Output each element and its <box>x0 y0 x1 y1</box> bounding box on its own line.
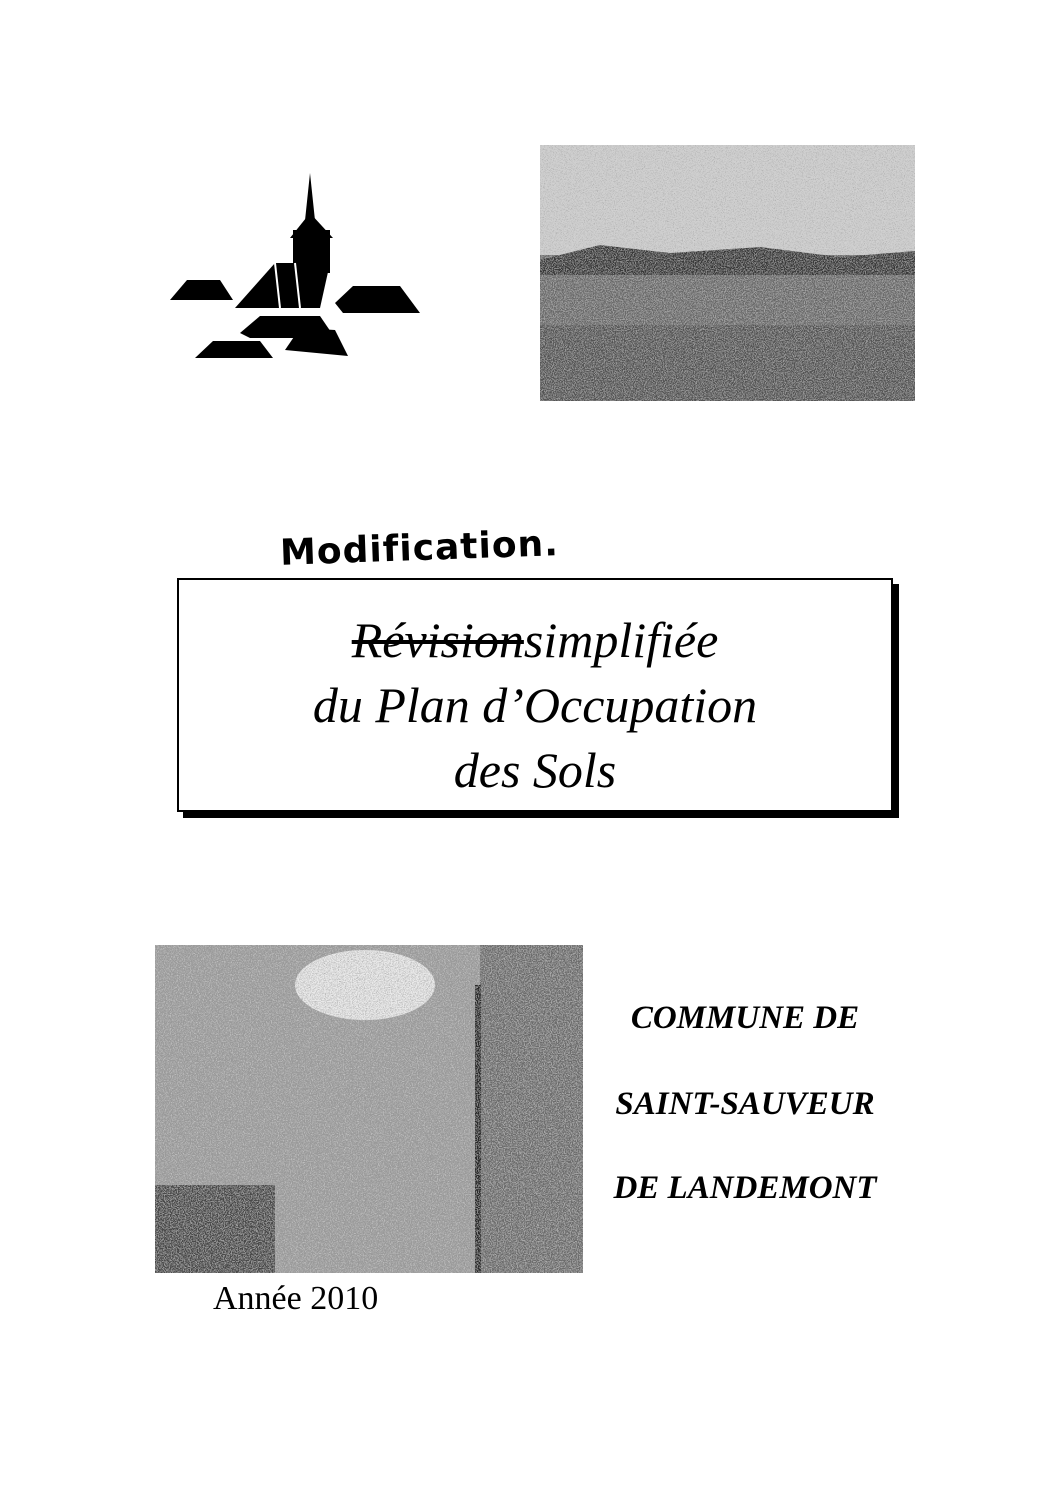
village-church-icon <box>165 168 430 363</box>
handwritten-annotation: Modification. <box>279 523 560 574</box>
title-line-2: du Plan d’Occupation <box>312 677 758 733</box>
commune-line-3: DE LANDEMONT <box>613 1170 877 1206</box>
village-church-logo <box>165 168 430 363</box>
year-label: Année 2010 <box>213 1280 379 1317</box>
forest-photo <box>155 945 583 1273</box>
title-line-1-rest: simplifiée <box>523 612 719 668</box>
struck-word: Révision <box>351 612 524 668</box>
commune-line-2: SAINT-SAUVEUR <box>615 1086 875 1122</box>
title-line-3: des Sols <box>453 742 617 798</box>
title-line-1 <box>179 612 891 668</box>
landscape-photo <box>540 145 915 401</box>
title-box <box>177 578 893 812</box>
commune-line-1: COMMUNE DE <box>630 1000 860 1036</box>
